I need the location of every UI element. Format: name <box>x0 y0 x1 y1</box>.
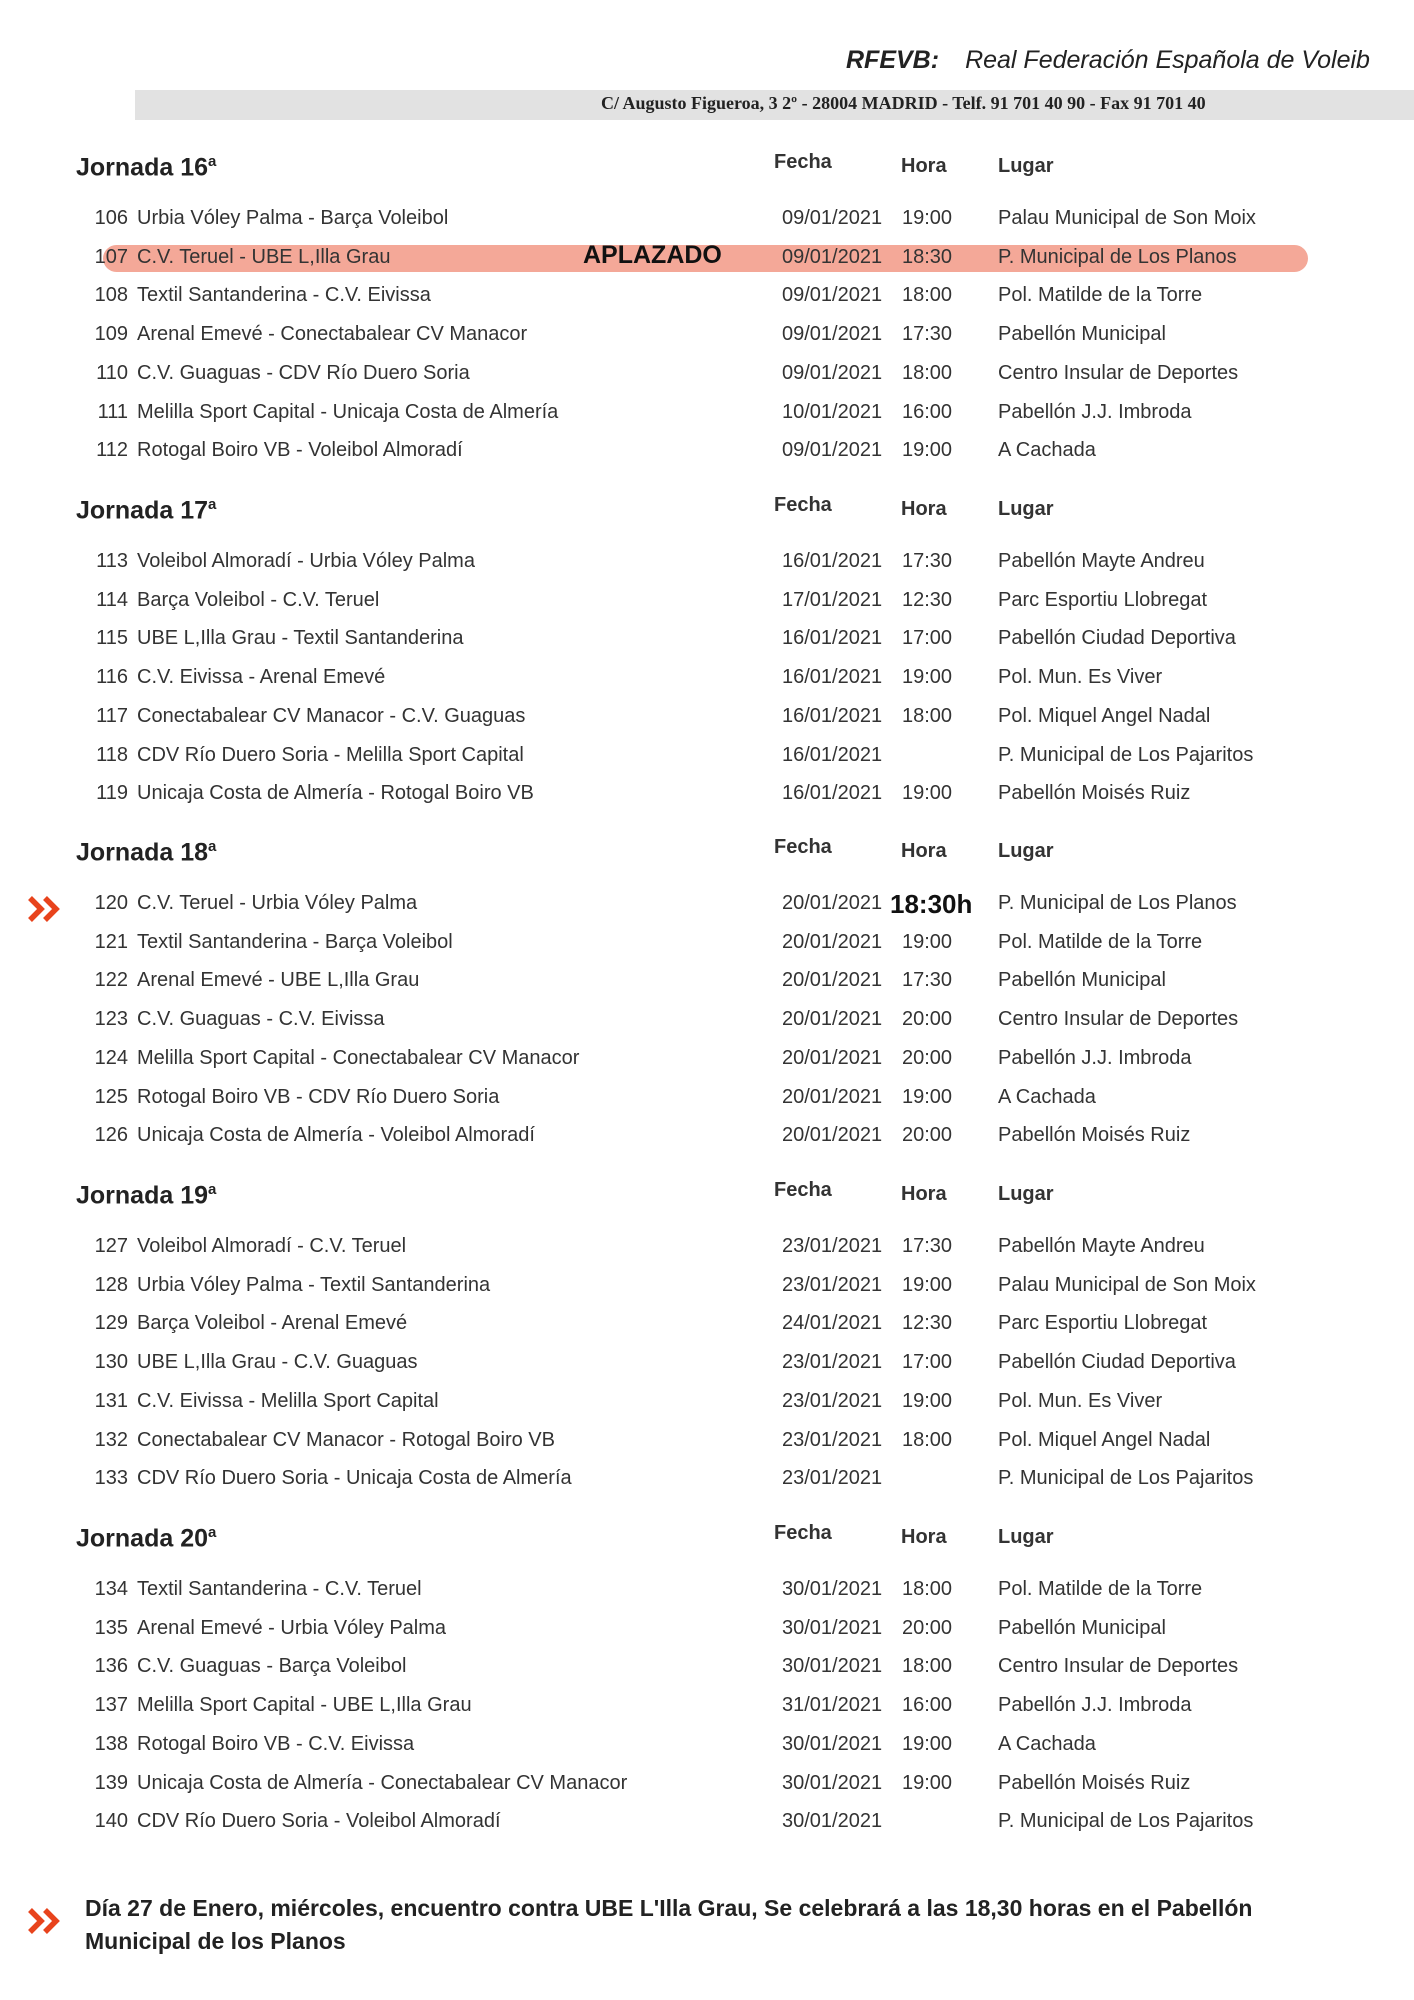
match-row <box>0 439 1414 469</box>
match-time: 20:00 <box>902 1124 953 1146</box>
match-row <box>0 1810 1414 1840</box>
match-venue: Centro Insular de Deportes <box>998 1655 1239 1677</box>
jornada-block <box>0 153 1414 543</box>
match-venue: Pabellón J.J. Imbroda <box>998 401 1192 423</box>
match-teams: CDV Río Duero Soria - Melilla Sport Capital <box>137 744 524 766</box>
match-date: 31/01/2021 <box>782 1694 883 1716</box>
match-row <box>0 969 1414 999</box>
match-date: 30/01/2021 <box>782 1733 883 1755</box>
match-time: 18:00 <box>902 362 953 384</box>
match-row <box>0 1351 1414 1381</box>
postponed-label: APLAZADO <box>583 241 722 269</box>
match-teams: Melilla Sport Capital - Unicaja Costa de Almería <box>137 401 559 423</box>
match-number: 115 <box>96 627 128 649</box>
match-row <box>0 931 1414 961</box>
match-number: 137 <box>94 1694 128 1716</box>
match-teams: CDV Río Duero Soria - Unicaja Costa de Almería <box>137 1467 572 1489</box>
match-teams: Rotogal Boiro VB - Voleibol Almoradí <box>137 439 463 461</box>
match-date: 20/01/2021 <box>782 1086 883 1108</box>
match-date: 09/01/2021 <box>782 439 883 461</box>
match-time: 19:00 <box>902 931 953 953</box>
match-row <box>0 323 1414 353</box>
org-title <box>846 46 1370 75</box>
match-time: 19:00 <box>902 782 953 804</box>
column-header-hora: Hora <box>901 498 947 520</box>
column-header-fecha: Fecha <box>774 836 832 858</box>
match-number: 106 <box>94 207 128 229</box>
match-time: 18:00 <box>902 1578 953 1600</box>
match-time: 19:00 <box>902 1274 953 1296</box>
jornada-title: Jornada 16$^a$ <box>76 153 217 182</box>
column-header-lugar: Lugar <box>998 498 1054 520</box>
match-venue: Pabellón Moisés Ruiz <box>998 1124 1191 1146</box>
match-teams: UBE L,Illa Grau - Textil Santanderina <box>137 627 464 649</box>
match-number: 130 <box>94 1351 128 1373</box>
match-time: 16:00 <box>902 401 953 423</box>
match-number: 117 <box>96 705 128 727</box>
match-number: 138 <box>94 1733 128 1755</box>
match-number: 107 <box>94 246 128 268</box>
match-teams: Urbia Vóley Palma - Barça Voleibol <box>137 207 449 229</box>
match-time: 17:30 <box>902 969 953 991</box>
column-header-lugar: Lugar <box>998 840 1054 862</box>
match-teams: Barça Voleibol - C.V. Teruel <box>137 589 380 611</box>
match-date: 16/01/2021 <box>782 782 883 804</box>
column-header-lugar: Lugar <box>998 155 1054 177</box>
match-teams: Rotogal Boiro VB - C.V. Eivissa <box>137 1733 415 1755</box>
match-venue: Pol. Miquel Angel Nadal <box>998 1429 1211 1451</box>
match-date: 09/01/2021 <box>782 362 883 384</box>
match-venue: Pol. Miquel Angel Nadal <box>998 705 1211 727</box>
match-teams: Arenal Emevé - Conectabalear CV Manacor <box>137 323 528 345</box>
match-row <box>0 550 1414 580</box>
match-date: 16/01/2021 <box>782 705 883 727</box>
match-date: 16/01/2021 <box>782 666 883 688</box>
match-venue: P. Municipal de Los Pajaritos <box>998 1467 1254 1489</box>
match-number: 134 <box>94 1578 128 1600</box>
column-header-lugar: Lugar <box>998 1526 1054 1548</box>
match-time: 19:00 <box>902 1772 953 1794</box>
jornada-block <box>0 1524 1414 1914</box>
match-date: 20/01/2021 <box>782 969 883 991</box>
match-date: 09/01/2021 <box>782 246 883 268</box>
time-override-label: 18:30h <box>890 889 983 919</box>
match-time: 19:00 <box>902 1086 953 1108</box>
match-number: 126 <box>94 1124 128 1146</box>
match-teams: Rotogal Boiro VB - CDV Río Duero Soria <box>137 1086 500 1108</box>
match-time: 17:30 <box>902 323 953 345</box>
match-row <box>0 1772 1414 1802</box>
footer-note: Día 27 de Enero, miércoles, encuentro contra UBE L'Illa Grau, Se celebrará a las 18,30 horas en el Pabellón Municipal de los Planos <box>85 1895 1253 1954</box>
match-number: 124 <box>94 1047 128 1069</box>
match-number: 127 <box>94 1235 128 1257</box>
match-date: 23/01/2021 <box>782 1235 883 1257</box>
match-date: 20/01/2021 <box>782 1047 883 1069</box>
match-row <box>0 744 1414 774</box>
match-date: 30/01/2021 <box>782 1617 883 1639</box>
match-row <box>0 1694 1414 1724</box>
match-teams: CDV Río Duero Soria - Voleibol Almoradí <box>137 1810 501 1832</box>
jornada-title: Jornada 20$^a$ <box>76 1524 217 1553</box>
match-time: 12:30 <box>902 589 953 611</box>
column-header-fecha: Fecha <box>774 1179 832 1201</box>
org-name: Real Federación Española de Voleib <box>965 46 1370 74</box>
match-venue: A Cachada <box>998 1733 1096 1755</box>
match-venue: Palau Municipal de Son Moix <box>998 1274 1256 1296</box>
column-header-hora: Hora <box>901 1183 947 1205</box>
match-time: 18:30 <box>902 246 953 268</box>
match-number: 113 <box>96 550 128 572</box>
match-date: 10/01/2021 <box>782 401 883 423</box>
match-teams: C.V. Teruel - Urbia Vóley Palma <box>137 892 418 914</box>
match-row <box>0 627 1414 657</box>
jornada-block <box>0 496 1414 886</box>
match-venue: Centro Insular de Deportes <box>998 1008 1239 1030</box>
match-venue: Pol. Matilde de la Torre <box>998 1578 1203 1600</box>
match-number: 116 <box>96 666 128 688</box>
match-row <box>0 1733 1414 1763</box>
column-header-hora: Hora <box>901 1526 947 1548</box>
match-row <box>0 589 1414 619</box>
org-abbr: RFEVB: <box>846 46 940 74</box>
match-time: 18:00 <box>902 1655 953 1677</box>
match-row <box>0 892 1414 922</box>
match-date: 23/01/2021 <box>782 1467 883 1489</box>
match-number: 133 <box>94 1467 128 1489</box>
match-teams: C.V. Teruel - UBE L,Illa Grau <box>137 246 391 268</box>
double-chevron-right-icon <box>26 895 66 923</box>
match-venue: Pabellón Municipal <box>998 323 1166 345</box>
match-row <box>0 1008 1414 1038</box>
match-row <box>0 207 1414 237</box>
match-number: 123 <box>94 1008 128 1030</box>
match-date: 30/01/2021 <box>782 1578 883 1600</box>
match-teams: Melilla Sport Capital - UBE L,Illa Grau <box>137 1694 472 1716</box>
match-venue: P. Municipal de Los Planos <box>998 246 1237 268</box>
match-venue: A Cachada <box>998 439 1096 461</box>
column-header-fecha: Fecha <box>774 1522 832 1544</box>
match-time: 19:00 <box>902 1733 953 1755</box>
match-number: 120 <box>94 892 128 914</box>
double-chevron-right-icon <box>26 1907 66 1935</box>
match-venue: Centro Insular de Deportes <box>998 362 1239 384</box>
match-number: 132 <box>94 1429 128 1451</box>
jornada-title: Jornada 17$^a$ <box>76 496 217 525</box>
match-number: 125 <box>94 1086 128 1108</box>
match-date: 23/01/2021 <box>782 1390 883 1412</box>
match-date: 20/01/2021 <box>782 892 883 914</box>
match-teams: Textil Santanderina - C.V. Teruel <box>137 1578 422 1600</box>
match-date: 09/01/2021 <box>782 284 883 306</box>
match-teams: UBE L,Illa Grau - C.V. Guaguas <box>137 1351 418 1373</box>
match-time: 17:00 <box>902 627 953 649</box>
match-venue: Pol. Matilde de la Torre <box>998 931 1203 953</box>
match-date: 20/01/2021 <box>782 1124 883 1146</box>
match-teams: C.V. Guaguas - Barça Voleibol <box>137 1655 407 1677</box>
match-row <box>0 1617 1414 1647</box>
match-date: 24/01/2021 <box>782 1312 883 1334</box>
match-time: 19:00 <box>902 439 953 461</box>
match-row <box>0 1655 1414 1685</box>
match-row <box>0 1124 1414 1154</box>
match-number: 110 <box>96 362 128 384</box>
match-number: 128 <box>94 1274 128 1296</box>
column-header-fecha: Fecha <box>774 494 832 516</box>
match-teams: Voleibol Almoradí - C.V. Teruel <box>137 1235 407 1257</box>
match-date: 23/01/2021 <box>782 1429 883 1451</box>
match-teams: C.V. Guaguas - C.V. Eivissa <box>137 1008 385 1030</box>
jornada-block <box>0 838 1414 1228</box>
match-number: 109 <box>94 323 128 345</box>
match-teams: Textil Santanderina - C.V. Eivissa <box>137 284 431 306</box>
match-date: 17/01/2021 <box>782 589 883 611</box>
match-venue: Pabellón J.J. Imbroda <box>998 1694 1192 1716</box>
match-number: 140 <box>94 1810 128 1832</box>
match-venue: Pabellón Mayte Andreu <box>998 550 1205 572</box>
match-venue: Pabellón Municipal <box>998 1617 1166 1639</box>
match-date: 16/01/2021 <box>782 744 883 766</box>
match-row <box>0 401 1414 431</box>
match-venue: Pabellón J.J. Imbroda <box>998 1047 1192 1069</box>
match-venue: Pabellón Municipal <box>998 969 1166 991</box>
match-venue: Palau Municipal de Son Moix <box>998 207 1256 229</box>
match-number: 118 <box>96 744 128 766</box>
match-row <box>0 1086 1414 1116</box>
match-date: 16/01/2021 <box>782 627 883 649</box>
match-date: 30/01/2021 <box>782 1655 883 1677</box>
match-time: 17:30 <box>902 1235 953 1257</box>
jornada-title: Jornada 19$^a$ <box>76 1181 217 1210</box>
match-time: 17:30 <box>902 550 953 572</box>
column-header-fecha: Fecha <box>774 151 832 173</box>
match-number: 129 <box>94 1312 128 1334</box>
match-teams: Textil Santanderina - Barça Voleibol <box>137 931 453 953</box>
match-time: 17:00 <box>902 1351 953 1373</box>
match-time: 18:00 <box>902 705 953 727</box>
match-number: 112 <box>96 439 128 461</box>
match-number: 131 <box>94 1390 128 1412</box>
match-teams: Conectabalear CV Manacor - C.V. Guaguas <box>137 705 526 727</box>
address-line: C/ Augusto Figueroa, 3 2º - 28004 MADRID - Telf. 91 701 40 90 - Fax 91 701 40 <box>601 93 1206 113</box>
match-row <box>0 1274 1414 1304</box>
match-venue: P. Municipal de Los Planos <box>998 892 1237 914</box>
match-number: 114 <box>96 589 128 611</box>
match-date: 23/01/2021 <box>782 1351 883 1373</box>
match-venue: Pol. Mun. Es Viver <box>998 1390 1163 1412</box>
match-date: 09/01/2021 <box>782 207 883 229</box>
match-teams: Unicaja Costa de Almería - Rotogal Boiro VB <box>137 782 534 804</box>
match-teams: Arenal Emevé - UBE L,Illa Grau <box>137 969 420 991</box>
match-time: 20:00 <box>902 1617 953 1639</box>
jornada-title: Jornada 18$^a$ <box>76 838 217 867</box>
match-number: 135 <box>94 1617 128 1639</box>
match-date: 20/01/2021 <box>782 931 883 953</box>
match-time: 18:00 <box>902 1429 953 1451</box>
match-venue: P. Municipal de Los Pajaritos <box>998 1810 1254 1832</box>
match-venue: Pabellón Moisés Ruiz <box>998 1772 1191 1794</box>
match-teams: Unicaja Costa de Almería - Voleibol Almoradí <box>137 1124 535 1146</box>
match-date: 23/01/2021 <box>782 1274 883 1296</box>
match-row <box>0 1578 1414 1608</box>
match-time: 20:00 <box>902 1047 953 1069</box>
match-row <box>0 284 1414 314</box>
match-row <box>0 705 1414 735</box>
column-header-hora: Hora <box>901 155 947 177</box>
match-teams: Unicaja Costa de Almería - Conectabalear CV Manacor <box>137 1772 628 1794</box>
match-venue: Pabellón Mayte Andreu <box>998 1235 1205 1257</box>
match-venue: Pabellón Ciudad Deportiva <box>998 627 1236 649</box>
match-row <box>0 666 1414 696</box>
match-row <box>0 1467 1414 1497</box>
match-teams: C.V. Eivissa - Arenal Emevé <box>137 666 386 688</box>
column-header-lugar: Lugar <box>998 1183 1054 1205</box>
match-teams: Voleibol Almoradí - Urbia Vóley Palma <box>137 550 475 572</box>
match-number: 136 <box>94 1655 128 1677</box>
jornada-block <box>0 1181 1414 1571</box>
match-teams: Barça Voleibol - Arenal Emevé <box>137 1312 408 1334</box>
match-date: 20/01/2021 <box>782 1008 883 1030</box>
match-venue: Parc Esportiu Llobregat <box>998 589 1208 611</box>
match-teams: Conectabalear CV Manacor - Rotogal Boiro VB <box>137 1429 555 1451</box>
match-venue: Parc Esportiu Llobregat <box>998 1312 1208 1334</box>
match-row <box>0 1312 1414 1342</box>
match-time: 19:00 <box>902 1390 953 1412</box>
match-time: 16:00 <box>902 1694 953 1716</box>
match-teams: C.V. Guaguas - CDV Río Duero Soria <box>137 362 470 384</box>
match-teams: Urbia Vóley Palma - Textil Santanderina <box>137 1274 491 1296</box>
match-number: 119 <box>96 782 128 804</box>
match-time: 19:00 <box>902 666 953 688</box>
match-number: 122 <box>94 969 128 991</box>
match-teams: C.V. Eivissa - Melilla Sport Capital <box>137 1390 439 1412</box>
match-time: 18:00 <box>902 284 953 306</box>
match-row <box>0 1047 1414 1077</box>
match-date: 09/01/2021 <box>782 323 883 345</box>
match-venue: Pabellón Ciudad Deportiva <box>998 1351 1236 1373</box>
column-header-hora: Hora <box>901 840 947 862</box>
match-row <box>0 1429 1414 1459</box>
match-venue: P. Municipal de Los Pajaritos <box>998 744 1254 766</box>
match-venue: Pol. Mun. Es Viver <box>998 666 1163 688</box>
match-teams: Arenal Emevé - Urbia Vóley Palma <box>137 1617 447 1639</box>
match-number: 108 <box>94 284 128 306</box>
match-date: 16/01/2021 <box>782 550 883 572</box>
match-venue: Pabellón Moisés Ruiz <box>998 782 1191 804</box>
match-date: 30/01/2021 <box>782 1772 883 1794</box>
match-time: 12:30 <box>902 1312 953 1334</box>
match-row <box>0 782 1414 812</box>
match-row <box>0 1390 1414 1420</box>
match-row <box>0 1235 1414 1265</box>
match-venue: A Cachada <box>998 1086 1096 1108</box>
match-time: 20:00 <box>902 1008 953 1030</box>
match-teams: Melilla Sport Capital - Conectabalear CV Manacor <box>137 1047 580 1069</box>
match-date: 30/01/2021 <box>782 1810 883 1832</box>
match-number: 139 <box>94 1772 128 1794</box>
match-number: 121 <box>94 931 128 953</box>
match-time: 19:00 <box>902 207 953 229</box>
match-venue: Pol. Matilde de la Torre <box>998 284 1203 306</box>
match-number: 111 <box>97 401 128 423</box>
match-row <box>0 362 1414 392</box>
